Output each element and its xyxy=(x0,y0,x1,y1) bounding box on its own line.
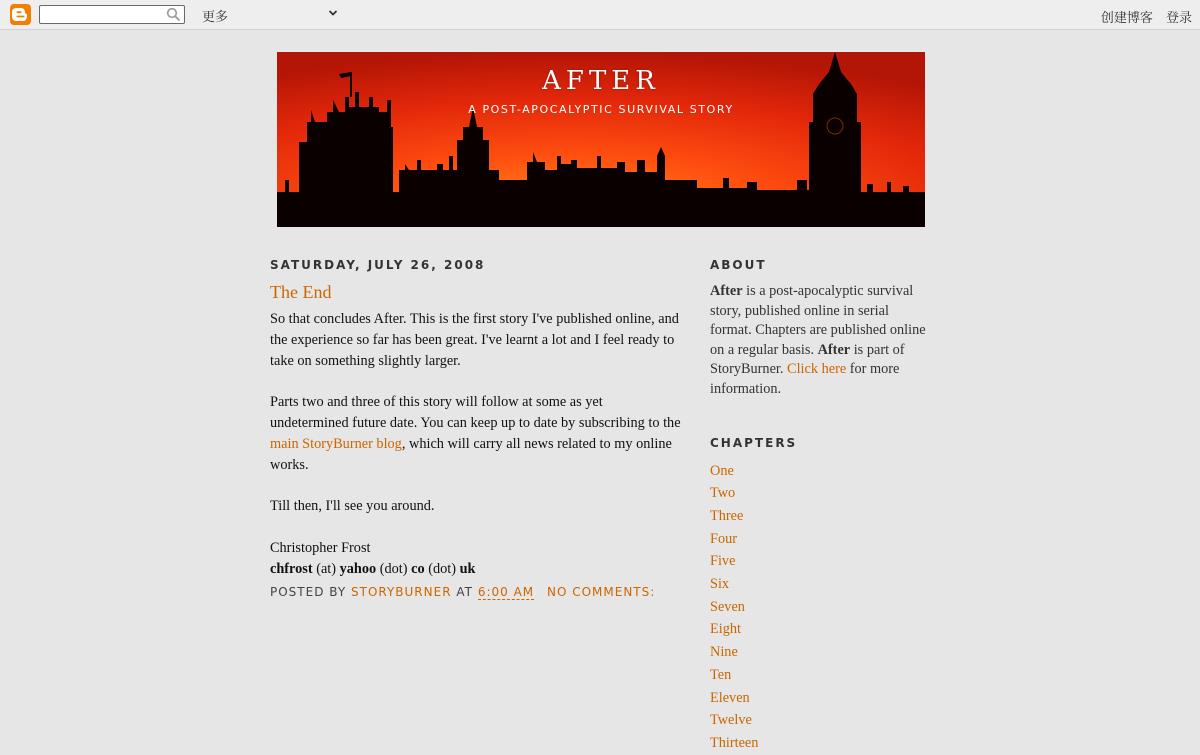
list-item xyxy=(710,573,932,596)
sidebar xyxy=(710,258,932,755)
at-label: AT xyxy=(456,585,473,600)
blog-title[interactable]: AFTER xyxy=(542,66,660,96)
about-segment: for more information. xyxy=(710,361,900,397)
search-icon[interactable] xyxy=(166,7,181,22)
author-link[interactable]: STORYBURNER xyxy=(351,585,452,600)
blog-search-input[interactable] xyxy=(39,5,185,24)
chapter-link[interactable]: Three xyxy=(710,507,744,524)
post-paragraph: So that concludes After. This is the first story I've published online, and the experience so far has been great. I've learnt a lot and I feel ready to take on something slightly larger. xyxy=(270,311,679,369)
list-item xyxy=(710,596,932,619)
post-paragraph xyxy=(270,392,682,475)
chapter-link[interactable]: Seven xyxy=(710,598,745,615)
list-item xyxy=(710,460,932,483)
chapters-heading: CHAPTERS xyxy=(710,435,798,450)
list-item xyxy=(710,505,932,528)
blog-description: A POST-APOCALYPTIC SURVIVAL STORY xyxy=(468,103,734,116)
chapter-link[interactable]: Thirteen xyxy=(710,735,759,751)
post-title[interactable]: The End xyxy=(270,282,332,302)
chapter-list xyxy=(710,460,932,755)
about-segment: is part of StoryBurner. xyxy=(710,341,905,378)
email-part: yahoo xyxy=(339,560,377,577)
chapter-link[interactable]: Nine xyxy=(710,644,738,661)
post-timestamp-link[interactable]: 6:00 AM xyxy=(477,585,535,600)
paragraph-text: Parts two and three of this story will follow at some as yet undetermined future date. You can keep up to date by subscribing to the xyxy=(270,394,681,431)
list-item xyxy=(710,618,932,641)
chapter-link[interactable]: Ten xyxy=(710,666,732,683)
chapter-link[interactable]: Eight xyxy=(710,621,741,638)
about-heading: ABOUT xyxy=(710,258,767,272)
post-date: SATURDAY, JULY 26, 2008 xyxy=(270,258,486,272)
email-part: uk xyxy=(459,560,476,577)
email-part: (dot) xyxy=(376,560,412,577)
chapter-link[interactable]: Six xyxy=(710,576,730,593)
more-dropdown[interactable] xyxy=(202,6,338,24)
about-text xyxy=(710,282,932,400)
comments-link[interactable]: NO COMMENTS: xyxy=(546,585,656,600)
email-part: co xyxy=(411,560,425,577)
chapter-link[interactable]: Eleven xyxy=(710,689,750,706)
list-item xyxy=(710,641,932,664)
more-dropdown-label: 更多 xyxy=(202,10,229,25)
storyburner-blog-link[interactable]: main StoryBurner blog xyxy=(270,435,402,452)
list-item xyxy=(710,732,932,755)
click-here-link[interactable]: Click here xyxy=(787,361,847,378)
posted-by-label: POSTED BY xyxy=(270,585,347,600)
list-item xyxy=(710,550,932,573)
signature-name: Christopher Frost xyxy=(270,539,371,556)
about-segment: is a post-apocalyptic survival story, published online in serial format. Chapters are published online on a regular basis. xyxy=(710,283,926,358)
post-body xyxy=(270,309,682,579)
blog-header xyxy=(277,52,925,227)
sign-in-link[interactable]: 登录 xyxy=(1165,11,1192,26)
chapter-link[interactable]: Five xyxy=(710,553,736,570)
post-paragraph: Till then, I'll see you around. xyxy=(270,498,435,515)
chapter-link[interactable]: Four xyxy=(710,530,738,547)
email-part: chfrost xyxy=(270,560,313,577)
list-item xyxy=(710,482,932,505)
blogger-navbar xyxy=(0,0,1200,30)
email-part: (dot) xyxy=(424,560,460,577)
main-column xyxy=(270,258,682,599)
list-item xyxy=(710,687,932,710)
about-bold: After xyxy=(817,341,851,358)
post-footer xyxy=(270,585,682,599)
navbar-actions xyxy=(1092,7,1192,26)
blogger-logo-icon[interactable] xyxy=(10,4,31,25)
paragraph-text: , which will carry all news related to my online works. xyxy=(270,435,672,473)
chapter-link[interactable]: Twelve xyxy=(710,712,752,729)
list-item xyxy=(710,528,932,551)
chapter-link[interactable]: Two xyxy=(710,485,736,502)
list-item xyxy=(710,709,932,732)
list-item xyxy=(710,664,932,687)
chevron-down-icon xyxy=(328,8,338,18)
email-part: (at) xyxy=(312,560,340,577)
about-bold: After xyxy=(710,283,743,299)
create-blog-link[interactable]: 创建博客 xyxy=(1100,11,1153,26)
signature-email xyxy=(270,559,682,580)
chapter-link[interactable]: One xyxy=(710,462,734,479)
